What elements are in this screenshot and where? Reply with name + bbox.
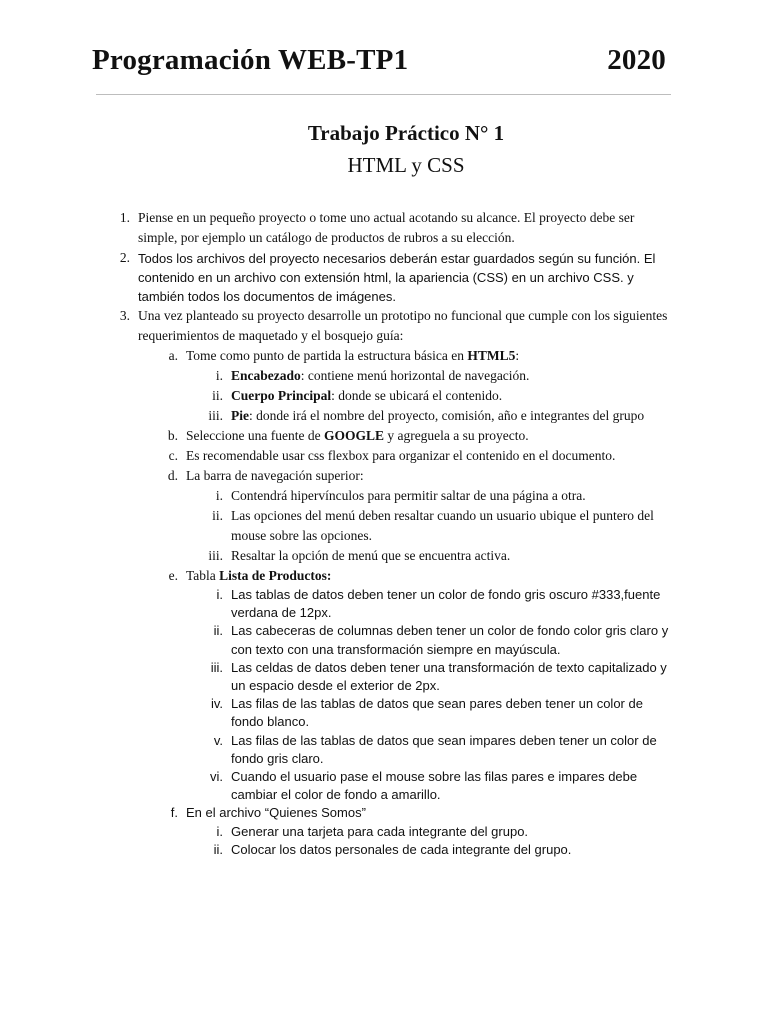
- list-item: [110, 249, 670, 306]
- item-number: i.: [216, 823, 223, 839]
- list-item: [110, 208, 670, 248]
- item-text: Colocar los datos personales de cada integrante del grupo.: [231, 841, 572, 857]
- list-item: [110, 366, 670, 386]
- item-text: Una vez planteado su proyecto desarrolle un prototipo no funcional que cumple con los siguientes requerimientos de maquetado y el bosquejo guía:: [138, 308, 668, 343]
- item-number: c.: [168, 448, 178, 463]
- list-item: [110, 486, 670, 506]
- item-text: Seleccione una fuente de GOOGLE y agreguela a su proyecto.: [186, 428, 529, 443]
- list-item: [110, 586, 670, 622]
- document-subtitle: HTML y CSS: [347, 153, 465, 177]
- list-item: [110, 446, 670, 466]
- item-text: Encabezado: contiene menú horizontal de navegación.: [231, 368, 530, 383]
- item-text: Las filas de las tablas de datos que sean impares deben tener un color de fondo gris claro.: [231, 732, 657, 766]
- list-item: [110, 406, 670, 426]
- list-item: [110, 426, 670, 446]
- item-number: v.: [213, 732, 223, 748]
- item-text: Las filas de las tablas de datos que sean pares deben tener un color de fondo blanco.: [231, 696, 643, 730]
- header-divider: [96, 94, 671, 95]
- item-text: Pie: donde irá el nombre del proyecto, comisión, año e integrantes del grupo: [231, 408, 645, 423]
- item-text: Tome como punto de partida la estructura básica en HTML5:: [186, 348, 520, 363]
- item-text: Tabla Lista de Productos:: [186, 568, 332, 583]
- item-number: ii.: [212, 508, 223, 523]
- item-number: 2.: [119, 250, 130, 265]
- item-number: 1.: [119, 210, 130, 225]
- item-text: Las cabeceras de columnas deben tener un color de fondo color gris claro y con texto con una transformación siempre en mayúscula.: [231, 623, 669, 657]
- item-number: ii.: [213, 623, 223, 639]
- document-title: Trabajo Práctico N° 1: [307, 121, 505, 145]
- list-item: [110, 823, 670, 841]
- list-item: [110, 622, 670, 658]
- list-item: [110, 506, 670, 546]
- list-item: [110, 695, 670, 731]
- item-text: Contendrá hipervínculos para permitir saltar de una página a otra.: [231, 488, 586, 503]
- header-title: Programación WEB-TP1: [92, 44, 409, 76]
- item-number: i.: [215, 368, 223, 383]
- list-item: [110, 659, 670, 695]
- item-number: iii.: [210, 659, 223, 675]
- item-number: f.: [170, 805, 178, 821]
- item-text: Todos los archivos del proyecto necesarios deberán estar guardados según su función. El contenido en un archivo con extensión html, la apariencia (CSS) en un archivo CSS. y también todos los documentos de imágenes.: [138, 251, 656, 304]
- item-number: b.: [167, 428, 178, 443]
- item-number: iii.: [208, 548, 223, 563]
- item-number: i.: [215, 488, 223, 503]
- item-text: Es recomendable usar css flexbox para organizar el contenido en el documento.: [186, 448, 616, 463]
- list-item: [110, 804, 670, 822]
- item-text: Las celdas de datos deben tener una transformación de texto capitalizado y un espacio desde el exterior de 2px.: [231, 659, 667, 694]
- item-text: Cuerpo Principal: donde se ubicará el contenido.: [231, 388, 503, 403]
- item-number: iv.: [210, 696, 223, 712]
- item-text: Las tablas de datos deben tener un color de fondo gris oscuro #333,fuente verdana de 12px.: [231, 587, 661, 621]
- instructions-list: [110, 208, 670, 859]
- list-item: [110, 732, 670, 768]
- item-number: a.: [168, 348, 178, 363]
- header-year: 2020: [607, 44, 666, 76]
- item-text: Piense en un pequeño proyecto o tome uno actual acotando su alcance. El proyecto debe ser simple, por ejemplo un catálogo de productos de rubros a su elección.: [138, 210, 635, 245]
- item-number: ii.: [212, 388, 223, 403]
- item-number: i.: [216, 587, 223, 602]
- list-item: [110, 466, 670, 486]
- list-item: [110, 566, 670, 586]
- list-item: [110, 841, 670, 859]
- item-number: vi.: [210, 769, 223, 785]
- list-item: [110, 346, 670, 366]
- item-number: d.: [167, 468, 178, 483]
- item-text: Las opciones del menú deben resaltar cuando un usuario ubique el puntero del mouse sobre las opciones.: [231, 508, 654, 543]
- item-text: Resaltar la opción de menú que se encuentra activa.: [231, 548, 511, 563]
- item-number: iii.: [208, 408, 223, 423]
- list-item: [110, 386, 670, 406]
- item-text: Cuando el usuario pase el mouse sobre las filas pares e impares debe cambiar el color de fondo a amarillo.: [231, 769, 638, 803]
- item-text: La barra de navegación superior:: [186, 468, 364, 483]
- item-number: 3.: [119, 308, 130, 323]
- list-item: [110, 546, 670, 566]
- document-header: [92, 44, 666, 77]
- list-item: [110, 306, 670, 346]
- item-text: Generar una tarjeta para cada integrante del grupo.: [231, 823, 529, 839]
- item-number: e.: [168, 568, 178, 583]
- item-number: ii.: [213, 841, 223, 857]
- list-item: [110, 768, 670, 804]
- item-text: En el archivo “Quienes Somos”: [186, 805, 366, 821]
